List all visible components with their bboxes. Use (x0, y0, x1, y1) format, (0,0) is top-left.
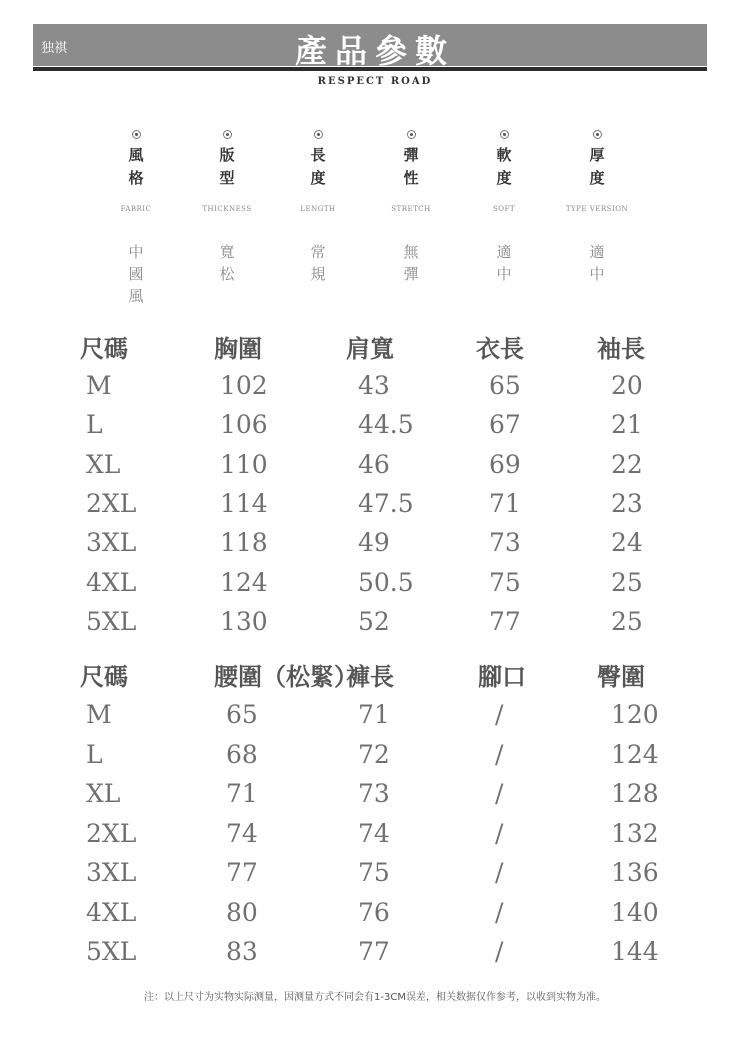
table-cell: 21 (611, 410, 643, 440)
table-cell: 67 (489, 410, 521, 440)
table-cell: 80 (226, 897, 258, 927)
param-value-char: 國 (128, 265, 144, 283)
param-english-label: TYPE VERSION (565, 205, 629, 213)
table-header-cell: 褲長 (346, 662, 394, 691)
size-label: M (86, 371, 112, 400)
param-label-char: 度 (310, 169, 326, 187)
table-cell: 68 (226, 739, 258, 769)
bullet-icon (223, 130, 232, 139)
size-label: XL (86, 779, 121, 808)
size-label: M (86, 700, 112, 729)
table-cell: 72 (358, 739, 390, 769)
table-cell: 118 (220, 528, 268, 558)
table-cell: 65 (226, 700, 258, 729)
table-header-cell: 胸圍 (214, 334, 262, 363)
param-label-char: 型 (219, 169, 235, 187)
footer-note: 注：以上尺寸为实物实际测量，因测量方式不同会有1-3CM误差，相关数据仅作参考，以收到实物为准。 (144, 992, 606, 1003)
table-cell: 132 (611, 818, 659, 848)
table-cell: / (495, 818, 504, 848)
table-cell: 77 (358, 937, 390, 966)
param-label-char: 厚 (589, 146, 605, 164)
param-label-char: 軟 (496, 146, 512, 164)
table-cell: / (495, 700, 504, 729)
size-label: 5XL (86, 937, 137, 966)
table-cell: 130 (220, 606, 268, 636)
brand-name: 独祺 (41, 41, 68, 56)
size-label: 4XL (86, 897, 137, 927)
table-cell: 49 (358, 528, 390, 558)
table-cell: 76 (358, 897, 390, 927)
table-cell: 65 (489, 371, 521, 400)
table-cell: 73 (489, 528, 521, 558)
bullet-icon (314, 130, 323, 139)
table-cell: 77 (489, 606, 521, 636)
param-value (537, 241, 657, 285)
size-label: 4XL (86, 567, 137, 597)
bullet-icon (500, 130, 509, 139)
table-cell: 71 (226, 779, 258, 808)
table-cell: / (495, 937, 504, 966)
param-value-char: 適 (496, 243, 512, 261)
page-subtitle: RESPECT ROAD (317, 76, 433, 87)
size-label: XL (86, 449, 121, 479)
param-column (537, 130, 657, 285)
size-label: 2XL (86, 488, 137, 518)
param-label (537, 144, 657, 190)
table-cell: 47.5 (358, 488, 414, 518)
param-english-label: STRETCH (391, 205, 431, 213)
page-title: 產品參數 (294, 32, 455, 70)
bullet-icon (407, 130, 416, 139)
table-cell: / (495, 897, 504, 927)
param-value-char: 適 (589, 243, 605, 261)
table-header-cell: 尺碼 (80, 662, 128, 691)
table-cell: 25 (611, 567, 643, 597)
table-cell: 74 (226, 818, 258, 848)
param-value-char: 無 (403, 243, 419, 261)
table-cell: 144 (611, 937, 659, 966)
table-cell: 140 (611, 897, 659, 927)
table-cell: 44.5 (358, 410, 414, 440)
param-value-char: 彈 (403, 265, 419, 283)
table-cell: 114 (220, 488, 268, 518)
size-label: L (86, 410, 103, 440)
param-label-char: 度 (496, 169, 512, 187)
size-label: 2XL (86, 818, 137, 848)
param-label-char: 長 (310, 146, 326, 164)
param-label-char: 彈 (403, 146, 419, 164)
param-value-char: 松 (219, 265, 235, 283)
table-cell: 50.5 (358, 567, 414, 597)
table-cell: 71 (358, 700, 390, 729)
table-cell: 77 (226, 858, 258, 887)
param-value-char: 寬 (219, 243, 235, 261)
table-header-cell: 袖長 (597, 334, 645, 363)
table-cell: / (495, 739, 504, 769)
param-value-char: 常 (310, 243, 326, 261)
table-cell: / (495, 858, 504, 887)
table-cell: 75 (358, 858, 390, 887)
table-cell: 23 (611, 488, 643, 518)
table-cell: 120 (611, 700, 659, 729)
table-cell: 22 (611, 449, 643, 479)
param-label-char: 風 (128, 146, 144, 164)
table-cell: 52 (358, 606, 390, 636)
table-cell: 106 (220, 410, 268, 440)
table-header-cell: 尺碼 (80, 334, 128, 363)
param-english-label: SOFT (492, 205, 516, 213)
table-cell: 75 (489, 567, 521, 597)
size-label: 3XL (86, 858, 137, 887)
table-cell: 110 (220, 449, 268, 479)
table-cell: 102 (220, 371, 268, 400)
table-cell: 25 (611, 606, 643, 636)
table-header-cell: 臀圍 (597, 662, 645, 691)
param-english-label: LENGTH (300, 205, 336, 213)
table-cell: 20 (611, 371, 643, 400)
param-english-label: FABRIC (120, 205, 152, 213)
size-label: 3XL (86, 528, 137, 558)
param-label-char: 格 (128, 169, 144, 187)
param-label-char: 度 (589, 169, 605, 187)
table-header-cell: 腰圍（松緊） (214, 662, 358, 691)
table-cell: 83 (226, 937, 258, 966)
table-cell: 124 (220, 567, 268, 597)
table-header-cell: 肩寬 (346, 334, 394, 363)
table-cell: 136 (611, 858, 659, 887)
param-english-label: THICKNESS (202, 205, 252, 213)
param-label-char: 性 (403, 169, 419, 187)
param-value-char: 中 (589, 265, 605, 283)
param-value-char: 中 (496, 265, 512, 283)
param-value-char: 中 (128, 243, 144, 261)
param-value-char: 風 (128, 287, 144, 305)
param-label-char: 版 (219, 146, 235, 164)
table-cell: 128 (611, 779, 659, 808)
bullet-icon (132, 130, 141, 139)
table-cell: 124 (611, 739, 659, 769)
table-cell: / (495, 779, 504, 808)
table-header-cell: 衣長 (476, 334, 524, 363)
size-label: 5XL (86, 606, 137, 636)
table-cell: 46 (358, 449, 390, 479)
table-cell: 69 (489, 449, 521, 479)
table-header-cell: 腳口 (478, 662, 526, 691)
param-value-char: 規 (310, 265, 326, 283)
table-cell: 71 (489, 488, 521, 518)
bullet-icon (593, 130, 602, 139)
table-cell: 24 (611, 528, 643, 558)
table-cell: 43 (358, 371, 390, 400)
table-cell: 73 (358, 779, 390, 808)
size-label: L (86, 739, 103, 769)
table-cell: 74 (358, 818, 390, 848)
